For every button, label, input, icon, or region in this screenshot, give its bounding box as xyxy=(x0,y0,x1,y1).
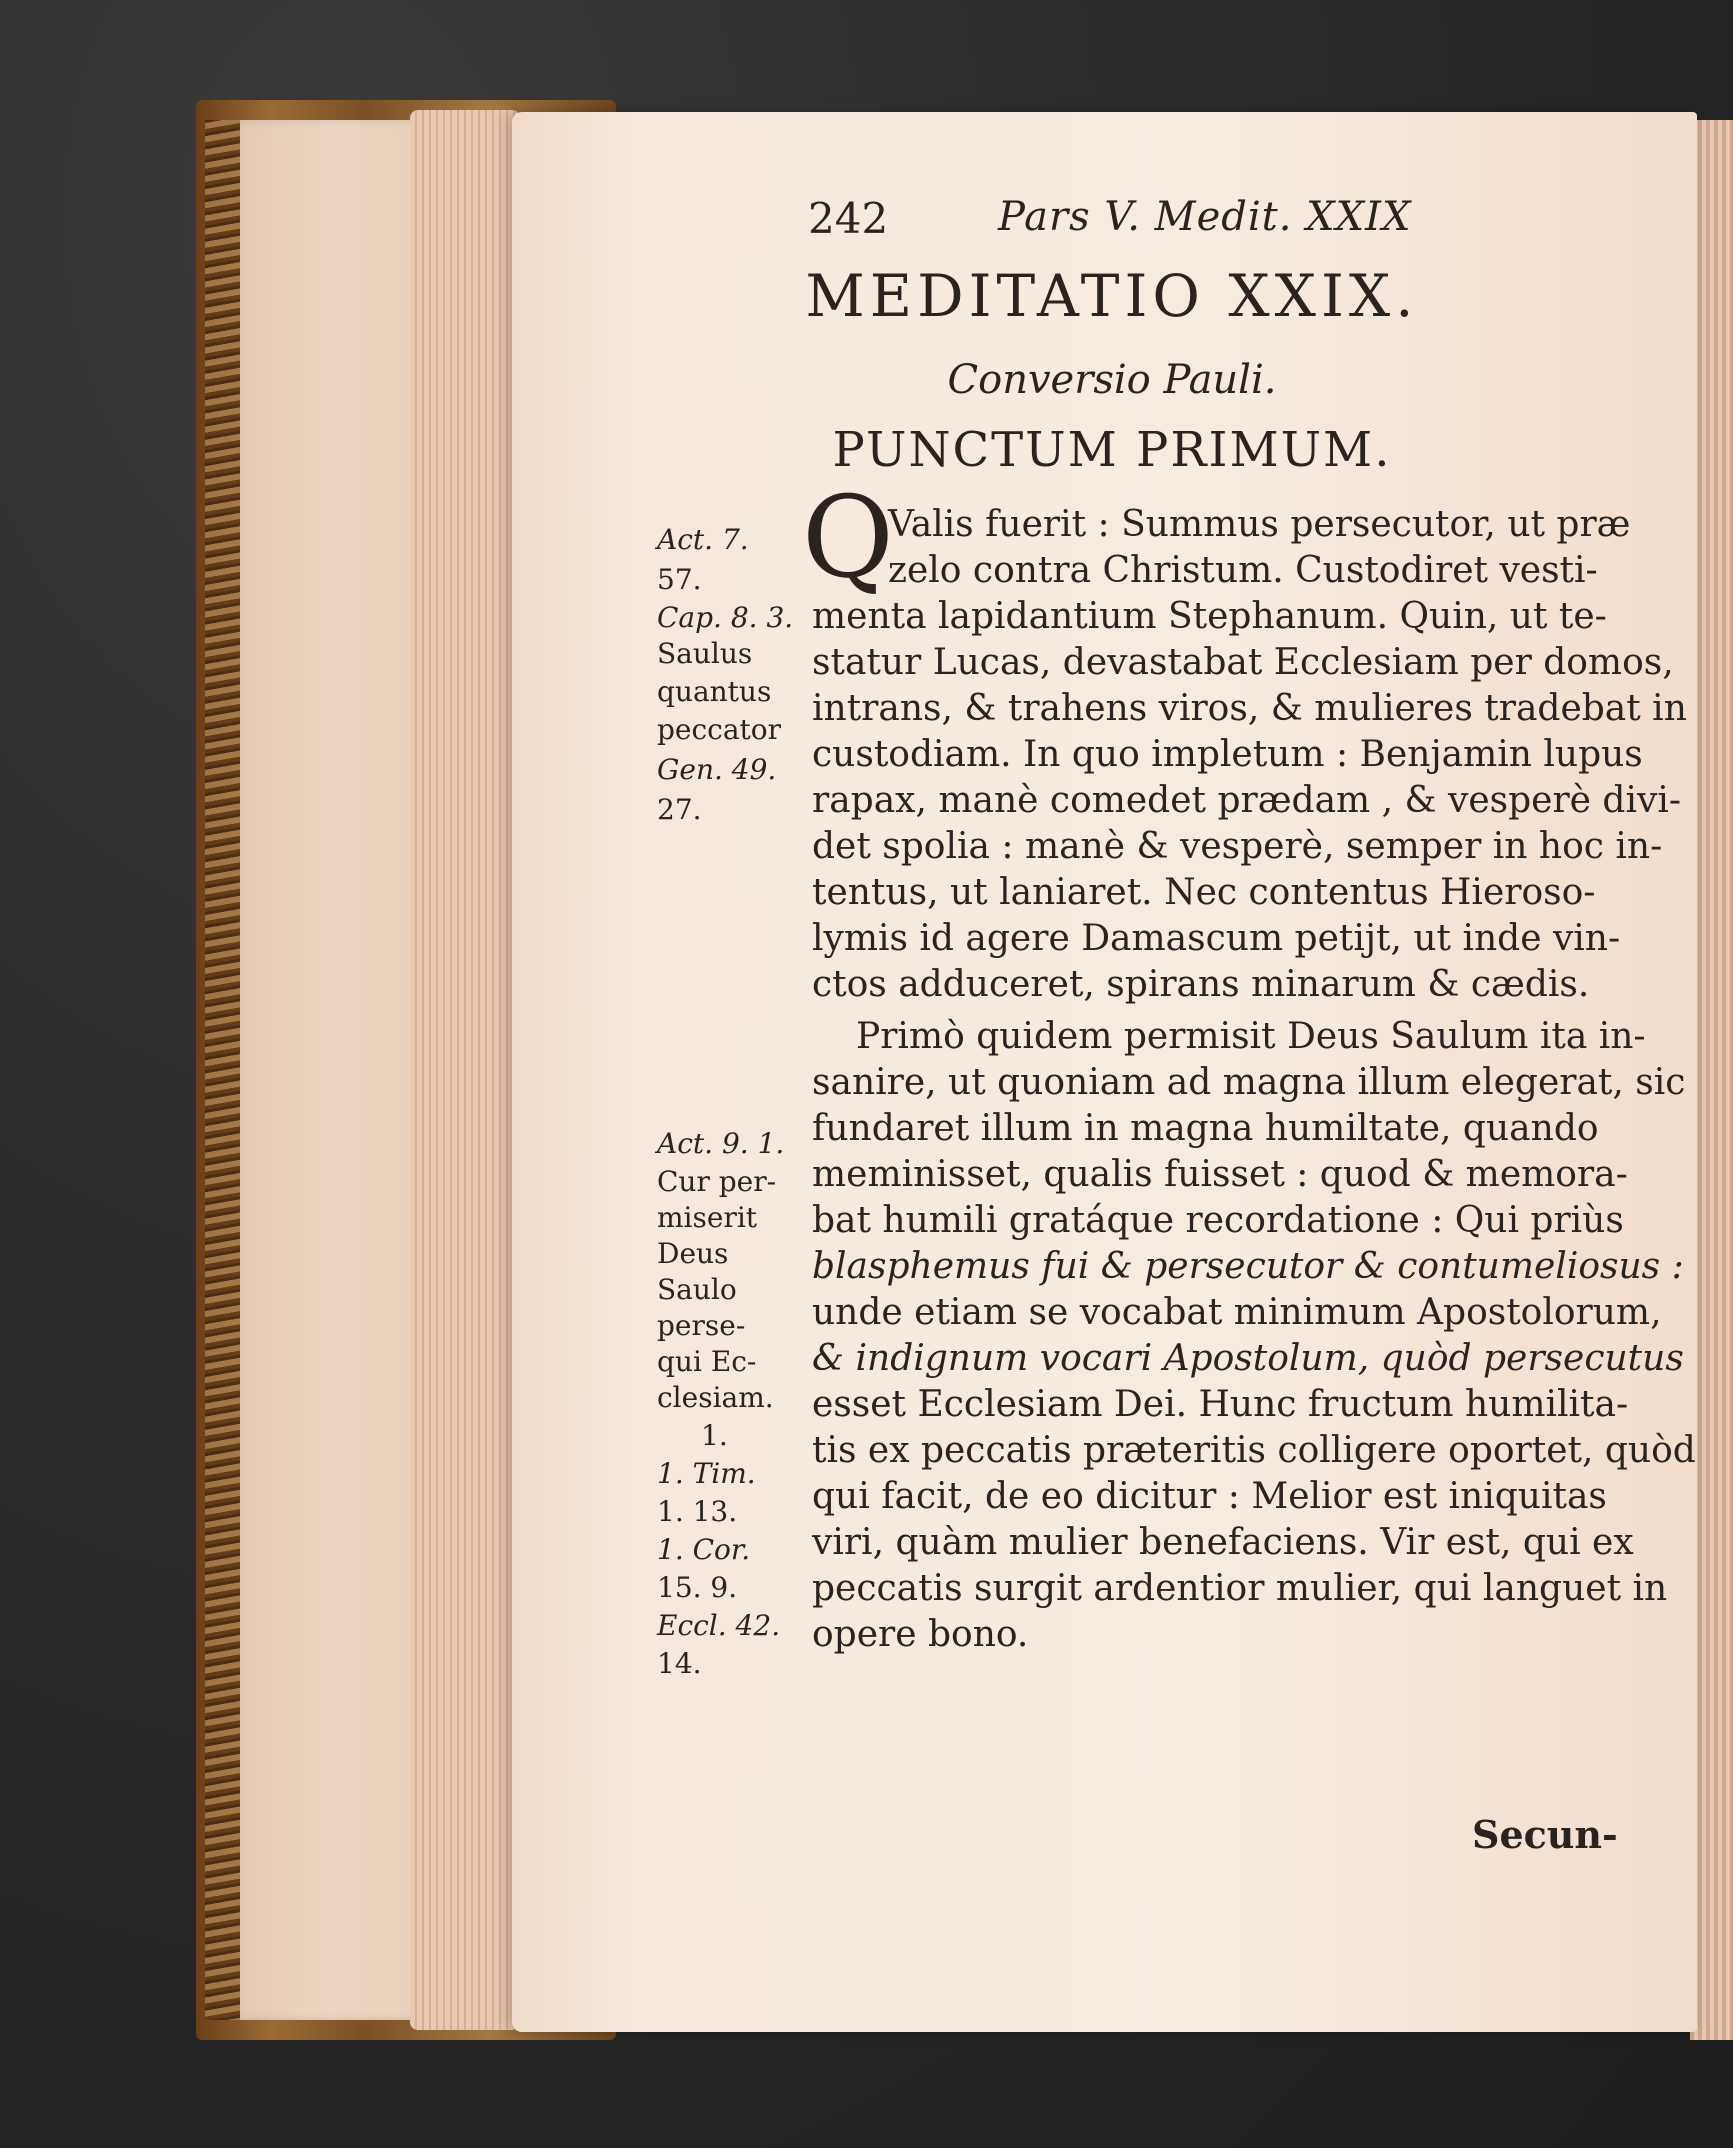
text-line: opere bono. xyxy=(812,1614,1029,1655)
text-line: custodiam. In quo impletum : Benjamin lupus xyxy=(812,734,1643,775)
text-line: intrans, & trahens viros, & mulieres tradebat in xyxy=(812,688,1687,729)
margin-note: Act. 9. 1. xyxy=(657,1127,785,1160)
text-line: statur Lucas, devastabat Ecclesiam per domos, xyxy=(812,642,1674,683)
drop-cap: Q xyxy=(802,473,894,603)
text-line: sanire, ut quoniam ad magna illum elegerat, sic xyxy=(812,1062,1686,1103)
margin-note: Deus xyxy=(657,1237,729,1270)
margin-note: 14. xyxy=(657,1647,702,1680)
text-line: esset Ecclesiam Dei. Hunc fructum humilita- xyxy=(812,1384,1629,1425)
margin-note: 1. xyxy=(701,1419,728,1452)
running-head: Pars V. Medit. XXIX xyxy=(998,194,1412,240)
text-line: bat humili gratáque recordatione : Qui priùs xyxy=(812,1200,1624,1241)
text-line: viri, quàm mulier benefaciens. Vir est, qui ex xyxy=(812,1522,1634,1563)
text-line: & indignum vocari Apostolum, quòd persecutus xyxy=(812,1338,1684,1379)
section-heading: PUNCTUM PRIMUM. xyxy=(832,422,1392,478)
catchword: Secun- xyxy=(1472,1812,1618,1857)
page-title: MEDITATIO XXIX. xyxy=(805,262,1419,330)
margin-note: 15. 9. xyxy=(657,1571,738,1604)
margin-note: quantus xyxy=(657,675,772,708)
margin-note: Gen. 49. xyxy=(657,753,777,786)
text-line: blasphemus fui & persecutor & contumeliosus : xyxy=(812,1246,1684,1287)
text-line: tentus, ut laniaret. Nec contentus Hieroso- xyxy=(812,872,1596,913)
text-line: Valis fuerit : Summus persecutor, ut præ xyxy=(888,504,1631,545)
text-line: tis ex peccatis præteritis colligere oportet, quòd xyxy=(812,1430,1696,1471)
page-number: 242 xyxy=(808,194,889,243)
book-page xyxy=(512,112,1697,2032)
margin-note: 27. xyxy=(657,793,702,826)
margin-note: Cap. 8. 3. xyxy=(657,601,794,634)
text-line: lymis id agere Damascum petijt, ut inde vin- xyxy=(812,918,1621,959)
margin-note: Cur per- xyxy=(657,1165,777,1198)
text-line: qui facit, de eo dicitur : Melior est iniquitas xyxy=(812,1476,1607,1517)
text-line: fundaret illum in magna humiltate, quando xyxy=(812,1108,1599,1149)
page-subtitle: Conversio Pauli. xyxy=(947,357,1277,403)
margin-note: 1. Cor. xyxy=(657,1533,751,1566)
margin-note: Saulus xyxy=(657,637,753,670)
text-line: Primò quidem permisit Deus Saulum ita in- xyxy=(856,1016,1646,1057)
margin-note: Eccl. 42. xyxy=(657,1609,781,1642)
margin-note: 1. Tim. xyxy=(657,1457,756,1490)
text-line: menta lapidantium Stephanum. Quin, ut te- xyxy=(812,596,1607,637)
margin-note: Act. 7. xyxy=(657,523,749,556)
margin-note: perse- xyxy=(657,1309,746,1342)
margin-note: Saulo xyxy=(657,1273,737,1306)
text-line: zelo contra Christum. Custodiret vesti- xyxy=(888,550,1598,591)
margin-note: qui Ec- xyxy=(657,1345,757,1378)
text-line: peccatis surgit ardentior mulier, qui languet in xyxy=(812,1568,1668,1609)
margin-note: miserit xyxy=(657,1201,758,1234)
page-edges xyxy=(410,110,520,2030)
margin-note: 1. 13. xyxy=(657,1495,738,1528)
text-line: ctos adduceret, spirans minarum & cædis. xyxy=(812,964,1590,1005)
text-line: meminisset, qualis fuisset : quod & memora- xyxy=(812,1154,1628,1195)
text-line: det spolia : manè & vesperè, semper in hoc in- xyxy=(812,826,1663,867)
margin-note: 57. xyxy=(657,563,702,596)
cover-spine-texture xyxy=(205,120,245,2020)
margin-note: peccator xyxy=(657,713,782,746)
margin-note: clesiam. xyxy=(657,1381,774,1414)
text-line: unde etiam se vocabat minimum Apostolorum, xyxy=(812,1292,1662,1333)
text-line: rapax, manè comedet prædam , & vesperè divi- xyxy=(812,780,1681,821)
page-header xyxy=(808,194,1608,254)
